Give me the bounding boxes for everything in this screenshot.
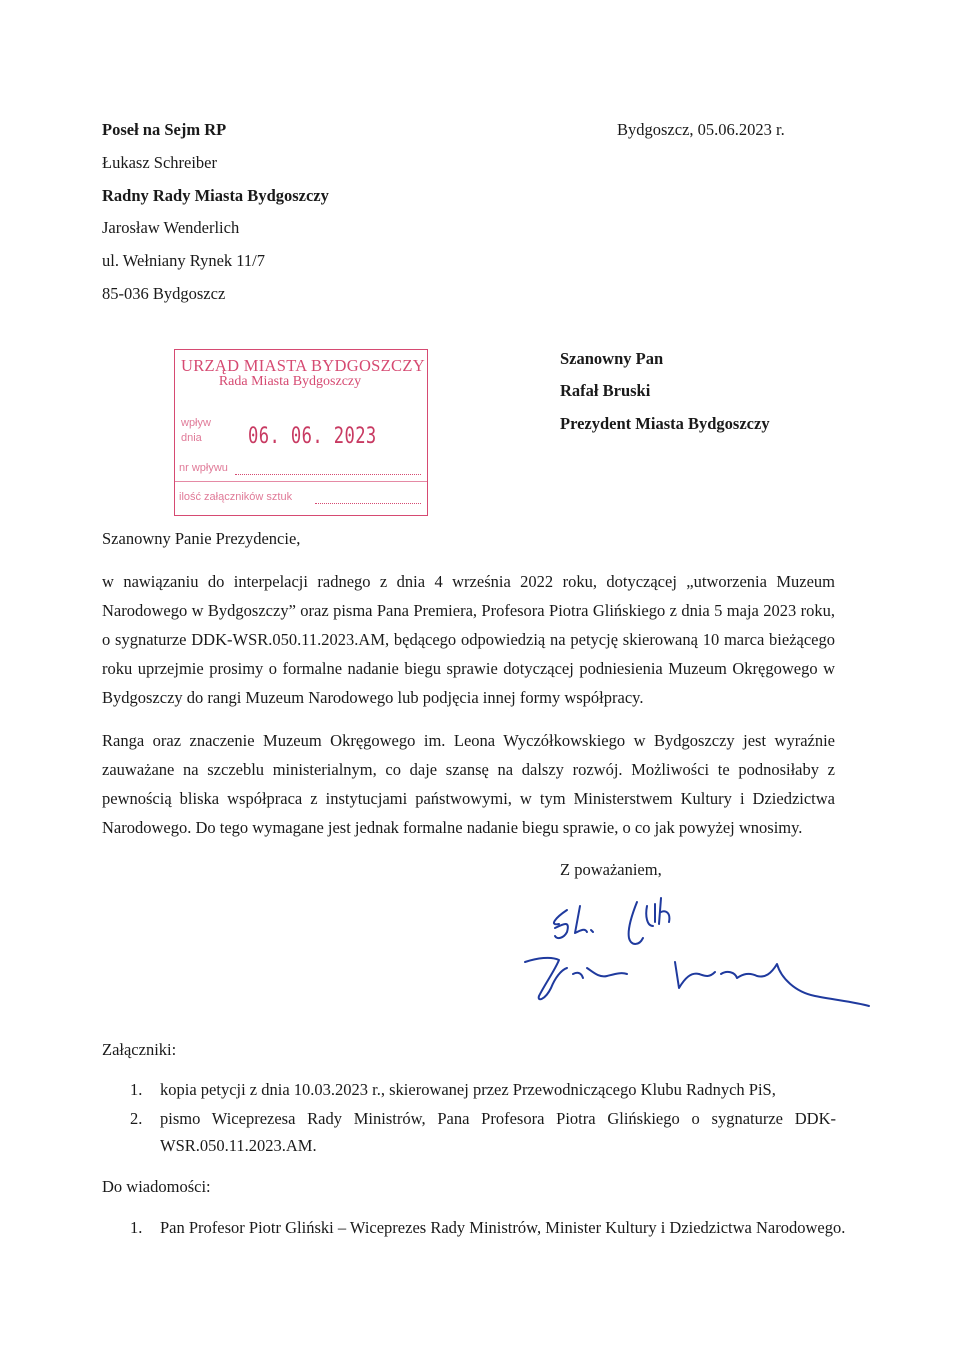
received-stamp bbox=[174, 349, 428, 516]
cc-number: 1. bbox=[130, 1218, 143, 1237]
stamp-date: 06. 06. 2023 bbox=[248, 424, 377, 449]
attachment-item: pismo Wiceprezesa Rady Ministrów, Pana Profesora Piotra Glińskiego o sygnaturze DDK-WSR.050.11.2023.AM. bbox=[160, 1109, 836, 1155]
signature-stroke-5 bbox=[675, 962, 869, 1006]
sender-city: 85-036 Bydgoszcz bbox=[102, 284, 226, 303]
recipient-title: Prezydent Miasta Bydgoszczy bbox=[560, 414, 770, 433]
sender-line-name-2: Jarosław Wenderlich bbox=[102, 218, 240, 237]
signature-stroke-2 bbox=[575, 906, 593, 933]
body-paragraph-1: w nawiązaniu do interpelacji radnego z dnia 4 września 2022 roku, dotyczącej „utworzenia Muzeum Narodowego w Bydgoszczy” oraz pisma Pana Premiera, Profesora Piotra Glińskiego z dnia 5 maja 2023 roku, o sygnaturze DDK-WSR.050.11.2023.AM, będącego odpowiedzią na petycję skierowaną 10 marca bieżącego roku uprzejmie prosimy o formalne nadanie biegu sprawie dotyczącej podniesienia Muzeum Okręgowego w Bydgoszczy do rangi Muzeum Narodowego lub podjęcia innej formy współpracy. bbox=[102, 572, 835, 707]
attachment-item: kopia petycji z dnia 10.03.2023 r., skierowanej przez Przewodniczącego Klubu Radnych PiS, bbox=[160, 1080, 776, 1099]
stamp-received-label-1: wpływ bbox=[181, 417, 211, 429]
sender-line-title-2: Radny Rady Miasta Bydgoszczy bbox=[102, 186, 329, 205]
recipient-greeting: Szanowny Pan bbox=[560, 349, 664, 368]
attachment-number: 2. bbox=[130, 1109, 143, 1128]
stamp-attachments-label: ilość załączników sztuk bbox=[179, 491, 293, 503]
place-date: Bydgoszcz, 05.06.2023 r. bbox=[617, 120, 785, 139]
stamp-attachments-line bbox=[315, 503, 421, 504]
stamp-number-line bbox=[235, 474, 421, 475]
stamp-title: URZĄD MIASTA BYDGOSZCZY bbox=[181, 356, 425, 375]
stamp-received-label-2: dnia bbox=[181, 432, 202, 444]
cc-heading: Do wiadomości: bbox=[102, 1177, 211, 1196]
body-paragraph-2: Ranga oraz znaczenie Muzeum Okręgowego im. Leona Wyczółkowskiego w Bydgoszczy jest wyraźnie zauważane na szczeblu ministerialnym, co daje szansę na dalszy rozwój. Możliwości te podnosiłaby z pewnością bliska współpraca z instytucjami państwowymi, w tym Ministerstwem Kultury i Dziedzictwa Narodowego. Do tego wymagane jest jednak formalne nadanie biegu sprawie, o co jak powyżej wnosimy. bbox=[102, 731, 835, 837]
recipient-name: Rafał Bruski bbox=[560, 381, 651, 400]
signatures bbox=[515, 888, 875, 1008]
stamp-subtitle: Rada Miasta Bydgoszczy bbox=[218, 374, 362, 389]
signature-stroke-3 bbox=[629, 898, 670, 944]
cc-item: Pan Profesor Piotr Gliński – Wiceprezes Rady Ministrów, Minister Kultury i Dziedzictwa Narodowego. bbox=[160, 1218, 846, 1237]
stamp-number-label: nr wpływu bbox=[179, 462, 228, 474]
sender-street: ul. Wełniany Rynek 11/7 bbox=[102, 251, 265, 270]
sender-line-name: Łukasz Schreiber bbox=[102, 153, 217, 172]
attachments-heading: Załączniki: bbox=[102, 1040, 177, 1059]
sender-line-title: Poseł na Sejm RP bbox=[102, 120, 227, 139]
stamp-divider bbox=[175, 481, 427, 482]
signature-stroke-1 bbox=[554, 910, 568, 938]
attachment-number: 1. bbox=[130, 1080, 143, 1099]
closing: Z poważaniem, bbox=[560, 860, 662, 879]
salutation: Szanowny Panie Prezydencie, bbox=[102, 529, 301, 548]
signature-stroke-4 bbox=[525, 958, 627, 999]
